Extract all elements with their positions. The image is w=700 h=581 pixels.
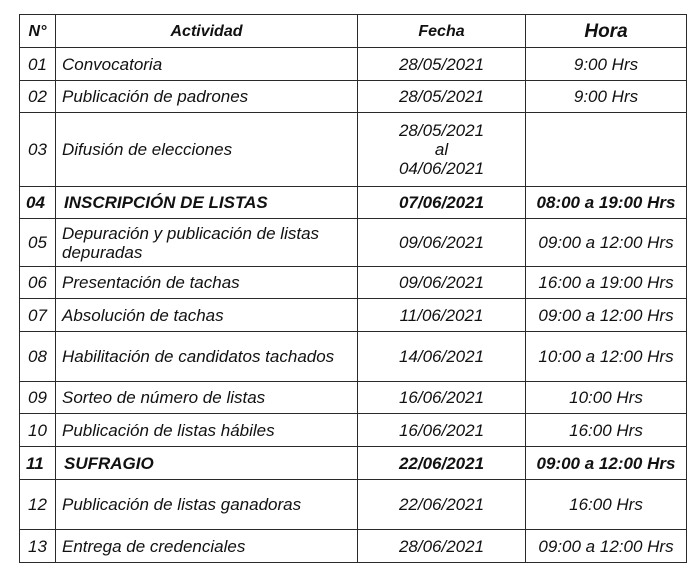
row-date: 16/06/2021 (358, 414, 526, 447)
row-num: 06 (20, 267, 56, 299)
row-num: 13 (20, 530, 56, 563)
table-row (20, 48, 687, 81)
row-activity: Publicación de padrones (56, 81, 358, 113)
row-hour (526, 113, 687, 187)
row-activity: Habilitación de candidatos tachados (56, 332, 358, 382)
table-row-highlight (20, 187, 687, 219)
row-num: 05 (20, 219, 56, 267)
row-hour: 16:00 a 19:00 Hrs (526, 267, 687, 299)
table-row (20, 81, 687, 113)
row-hour: 10:00 Hrs (526, 382, 687, 414)
row-num: 11 (20, 447, 56, 480)
header-activity: Actividad (56, 15, 358, 48)
schedule-table (19, 14, 687, 563)
row-activity: Difusión de elecciones (56, 113, 358, 187)
row-date: 28/05/2021 (358, 48, 526, 81)
table-row-highlight (20, 447, 687, 480)
row-date: 22/06/2021 (358, 447, 526, 480)
row-activity: Presentación de tachas (56, 267, 358, 299)
row-activity: Publicación de listas ganadoras (56, 480, 358, 530)
row-activity: Depuración y publicación de listas depuradas (56, 219, 358, 267)
row-date: 14/06/2021 (358, 332, 526, 382)
row-activity: INSCRIPCIÓN DE LISTAS (56, 187, 358, 219)
row-date: 28/06/2021 (358, 530, 526, 563)
row-num: 01 (20, 48, 56, 81)
row-hour: 09:00 a 12:00 Hrs (526, 299, 687, 332)
row-hour: 09:00 a 12:00 Hrs (526, 219, 687, 267)
table-row (20, 414, 687, 447)
row-date-start: 28/05/2021 (398, 121, 485, 140)
row-num: 07 (20, 299, 56, 332)
table-row (20, 267, 687, 299)
table-row (20, 530, 687, 563)
row-num: 12 (20, 480, 56, 530)
row-hour: 9:00 Hrs (526, 48, 687, 81)
row-hour: 16:00 Hrs (526, 480, 687, 530)
row-activity: Convocatoria (56, 48, 358, 81)
row-date: 28/05/2021 (358, 81, 526, 113)
row-num: 02 (20, 81, 56, 113)
row-date: 07/06/2021 (358, 187, 526, 219)
row-num: 09 (20, 382, 56, 414)
table-row (20, 480, 687, 530)
row-activity: SUFRAGIO (56, 447, 358, 480)
row-hour: 08:00 a 19:00 Hrs (526, 187, 687, 219)
table-row (20, 299, 687, 332)
row-activity: Entrega de credenciales (56, 530, 358, 563)
row-num: 08 (20, 332, 56, 382)
row-num: 03 (20, 113, 56, 187)
row-date-end: 04/06/2021 (398, 159, 485, 178)
header-hour: Hora (526, 15, 687, 48)
row-date: 09/06/2021 (358, 267, 526, 299)
row-activity: Absolución de tachas (56, 299, 358, 332)
row-hour: 09:00 a 12:00 Hrs (526, 447, 687, 480)
header-date: Fecha (358, 15, 526, 48)
row-date: 16/06/2021 (358, 382, 526, 414)
row-activity: Publicación de listas hábiles (56, 414, 358, 447)
table-row (20, 382, 687, 414)
row-date: 22/06/2021 (358, 480, 526, 530)
table-row (20, 332, 687, 382)
row-hour: 10:00 a 12:00 Hrs (526, 332, 687, 382)
row-activity: Sorteo de número de listas (56, 382, 358, 414)
header-row (20, 15, 687, 48)
row-hour: 9:00 Hrs (526, 81, 687, 113)
row-date: 11/06/2021 (358, 299, 526, 332)
row-num: 04 (20, 187, 56, 219)
row-hour: 09:00 a 12:00 Hrs (526, 530, 687, 563)
table-row (20, 219, 687, 267)
row-hour: 16:00 Hrs (526, 414, 687, 447)
header-num: N° (20, 15, 56, 48)
row-num: 10 (20, 414, 56, 447)
row-date: 09/06/2021 (358, 219, 526, 267)
row-date-connector: al (434, 140, 449, 159)
table-row (20, 113, 687, 187)
row-date (358, 113, 526, 187)
